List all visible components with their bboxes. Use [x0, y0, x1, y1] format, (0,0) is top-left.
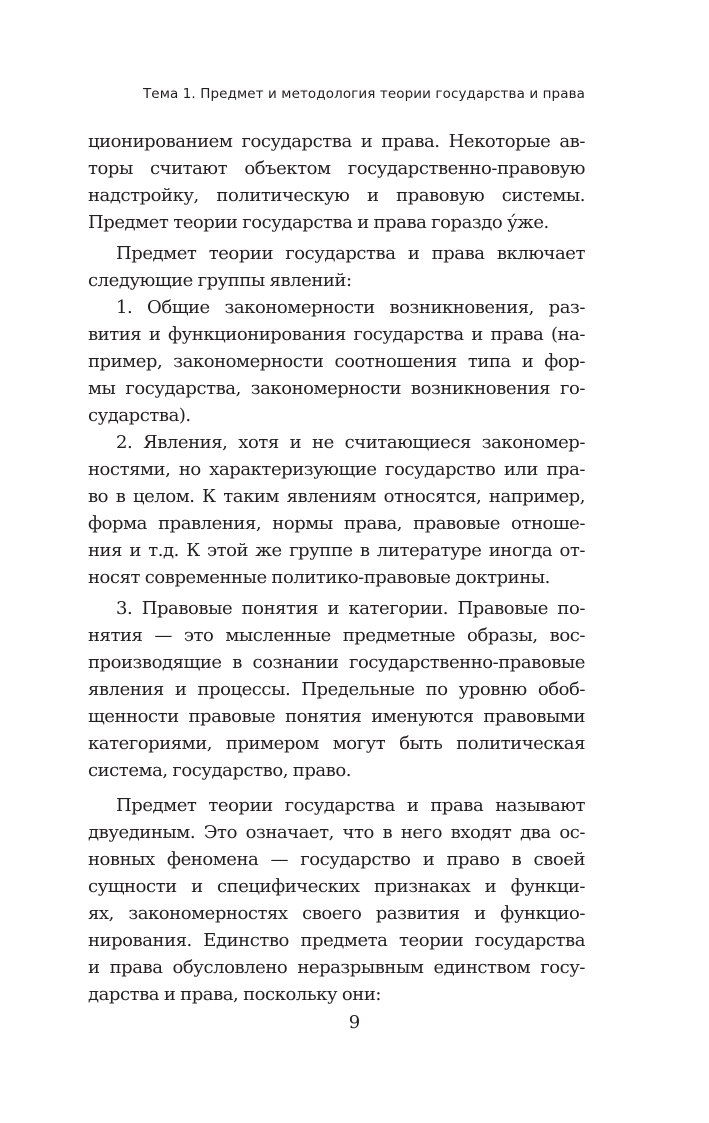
text-line: Предмет теории государства и права включает: [116, 243, 585, 264]
text-line: 3. Правовые понятия и категории. Правовые по-: [116, 598, 585, 619]
paragraph-6: [88, 792, 585, 1008]
text-line: мы государства, закономерности возникновения го-: [88, 378, 585, 399]
body-text: [88, 128, 585, 1008]
text-line: сущности и специфических признаках и функци-: [88, 876, 585, 897]
paragraph-2: [88, 240, 585, 294]
text-line: пример, закономерности соотношения типа и фор-: [88, 351, 585, 372]
text-line: и права обусловлено неразрывным единством госу-: [88, 957, 585, 978]
text-line: явления и процессы. Предельные по уровню обоб-: [88, 679, 585, 700]
text-line: двуединым. Это означает, что в него входят два ос-: [88, 822, 585, 843]
text-line: следующие группы явлений:: [88, 270, 352, 291]
text-line: сударства).: [88, 405, 191, 426]
text-line: 2. Явления, хотя и не считающиеся закономер-: [116, 432, 585, 453]
text-line: вития и функционирования государства и права (на-: [88, 324, 585, 345]
text-line: форма правления, нормы права, правовые отноше-: [88, 513, 585, 534]
text-line: нирования. Единство предмета теории государства: [88, 930, 585, 951]
list-item-2: [88, 429, 585, 591]
text-line: Предмет теории государства и права гораздо у́же.: [88, 212, 549, 233]
page-number: 9: [348, 1012, 361, 1033]
text-line: новных феномена — государство и право в своей: [88, 849, 585, 870]
text-line: 1. Общие закономерности возникновения, раз-: [116, 297, 585, 318]
text-line: щенности правовые понятия именуются правовыми: [88, 706, 585, 727]
text-line: торы считают объектом государственно-правовую: [88, 158, 585, 179]
text-line: ционированием государства и права. Некоторые ав-: [88, 131, 585, 152]
text-line: ния и т.д. К этой же группе в литературе иногда от-: [88, 540, 585, 561]
text-line: ностями, но характеризующие государство или пра-: [88, 459, 585, 480]
text-line: во в целом. К таким явлениям относятся, например,: [88, 486, 585, 507]
text-line: нятия — это мысленные предметные образы, вос-: [88, 625, 585, 646]
text-line: система, государство, право.: [88, 760, 352, 781]
running-head: Тема 1. Предмет и методология теории государства и права: [142, 86, 585, 102]
list-item-1: [88, 294, 585, 429]
text-line: категориями, примером могут быть политическая: [88, 733, 585, 754]
text-line: производящие в сознании государственно-правовые: [88, 652, 585, 673]
text-line: дарства и права, поскольку они:: [88, 984, 381, 1005]
text-line: ях, закономерностях своего развития и функцио-: [88, 903, 585, 924]
list-item-3: [88, 595, 585, 784]
text-line: носят современные политико-правовые доктрины.: [88, 567, 550, 588]
text-line: надстройку, политическую и правовую системы.: [88, 185, 585, 206]
text-line: Предмет теории государства и права называют: [116, 795, 585, 816]
paragraph-1: [88, 128, 585, 236]
